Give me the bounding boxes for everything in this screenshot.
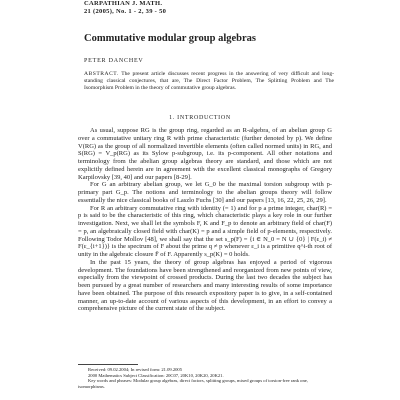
paragraph: For R an arbitrary commutative ring with identity (= 1) and for p a prime integer, char(R) = p is said to be the characteristic of this ring, which characteristic plays a key role in our further investigation. Next, we shall let the symbols F, K and F_p to denote an arbitrary field of char(F) = p, an algebraically closed field with char(K) = p and a simple field of p-elements, respectively. Following Todor Mollov [48], we shall say that the set s_p(F) = {i ∈ N_0 = N ∪ {0} | F(ε_i) ≠ F(ε_{i+1})} is the spectrum of F about the prime q ≠ p whenever ε_i is a primitive q^i-th root of unity in the algebraic closure F̄ of F. Apparently s_p(K) = 0 holds. xyxy=(78,204,332,258)
abstract-text: The present article discusses recent progress in the answering of very difficult and long-standing classical conjectures, that are, The Direct Factor Problem, The Splitting Problem and The Isomorphism Problem in the theory of commutative group algebras. xyxy=(84,71,334,91)
paragraph: As usual, suppose RG is the group ring, regarded as an R-algebra, of an abelian group G over a commutative unitary ring R with prime characteristic (further denoted by p). We define V(RG) as the group of all normalized invertible elements (often called normed units) in RG, and S(RG) = V_p(RG) as its Sylow p-subgroup, i.e. its p-component. All other notations and terminology from the abelian group algebras theory are standard, and those which are not explicitly defined herein are in agreement with the excellent classical monographs of Gregory Karpilovsky [39, 40] and our papers [8-29]. xyxy=(78,127,332,181)
footnote-keywords: Key words and phrases: Modular group algebras, direct factors, splitting groups, mixed groups of torsion-free rank one, isomorphisms. xyxy=(78,378,308,389)
author-name: PETER DANCHEV xyxy=(84,58,144,64)
section-heading: 1. INTRODUCTION xyxy=(169,115,231,121)
footnote-rule xyxy=(78,364,138,365)
paper-title: Commutative modular group algebras xyxy=(84,33,256,44)
paragraph: In the past 15 years, the theory of group algebras has enjoyed a period of vigorous development. The foundations have been strengthened and reorganized from new points of view, especially from the viewpoint of crossed products. During the last two decades the subject has been pursued by a great number of researchers and many interesting results of some importance have been obtained. The purpose of this research expository paper is to give, in a self-contained manner, an up-to-date account of various aspects of this development, in an effort to convey a comprehensive picture of the current state of the subject. xyxy=(78,258,332,313)
footnote-received: Received: 09.02.2004; In revised form: 21.09.2005 xyxy=(88,367,183,372)
journal-name: CARPATHIAN J. MATH. xyxy=(84,0,163,7)
paragraph: For G an arbitrary abelian group, we let G_0 be the maximal torsion subgroup with p-primary part G_p. The notions and terminology to the abelian groups theory will follow essentially the nice classical books of Laszlo Fuchs [30] and our papers [13, 16, 22, 25, 26, 29]. xyxy=(78,181,332,204)
abstract xyxy=(84,71,334,92)
footnotes xyxy=(78,367,332,389)
abstract-label: ABSTRACT. xyxy=(84,71,119,77)
body-text xyxy=(78,127,332,313)
journal-header xyxy=(84,0,166,15)
journal-issue: 21 (2005), No. 1 - 2, 39 - 50 xyxy=(84,7,167,15)
footnote-msc: 2000 Mathematics Subject Classification: 20C07, 20K10, 20K20, 20K21. xyxy=(88,372,224,378)
